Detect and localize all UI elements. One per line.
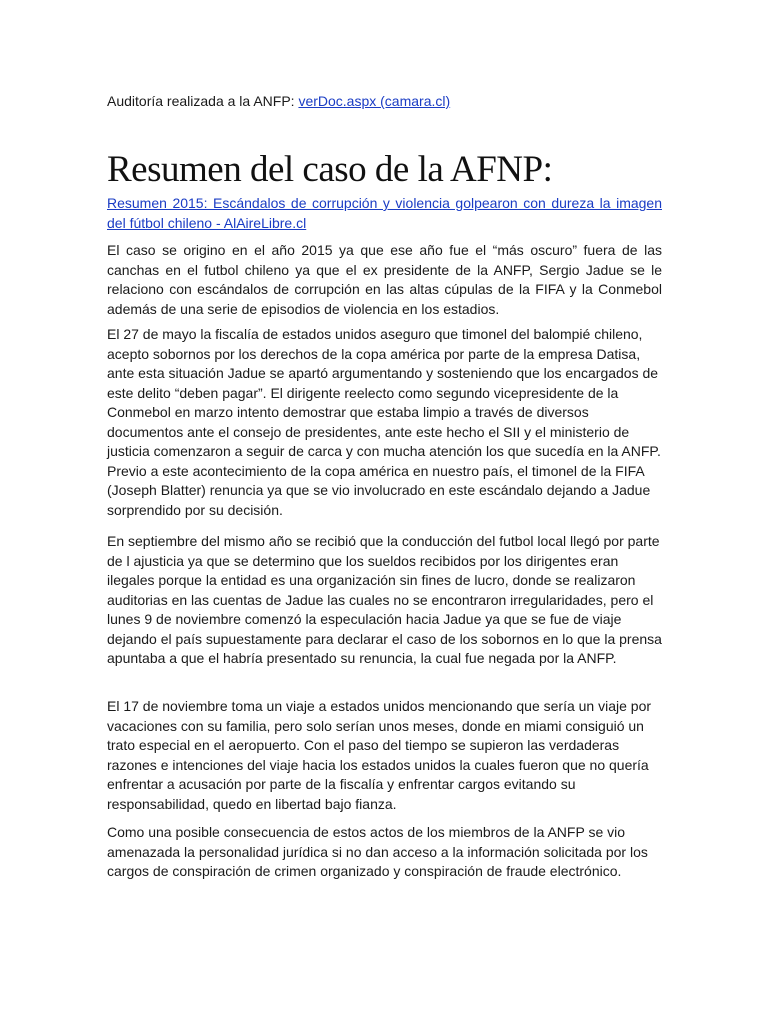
audit-line (107, 92, 450, 110)
paragraph-1: El caso se origino en el año 2015 ya que ese año fue el “más oscuro” fuera de las canchas en el futbol chileno ya que el ex presidente de la ANFP, Sergio Jadue se le relaciono con escándalos de corrupción en las altas cúpulas de la FIFA y la Conmebol además de una serie de episodios de violencia en los estadios. (107, 242, 662, 317)
page-title: Resumen del caso de la AFNP: (107, 149, 553, 190)
summary-link-block (107, 193, 662, 233)
audit-prefix: Auditoría realizada a la ANFP: (107, 93, 299, 109)
audit-link[interactable]: verDoc.aspx (camara.cl) (298, 93, 451, 109)
paragraph-4: El 17 de noviembre toma un viaje a estados unidos mencionando que sería un viaje por vacaciones con su familia, pero solo serían unos meses, donde en miami consiguió un trato especial en el aeropuerto. Con el paso del tiempo se supieron las verdaderas razones e intenciones del viaje hacia los estados unidos la cuales fueron que no quería enfrentar a acusación por parte de la fiscalía y enfrentar cargos evitando su responsabilidad, quedo en libertad bajo fianza. (107, 698, 652, 812)
paragraph-3: En septiembre del mismo año se recibió que la conducción del futbol local llegó por parte de l ajusticia ya que se determino que los sueldos recibidos por los dirigentes eran ilegales porque la entidad es una organización sin fines de lucro, donde se realizaron auditorias en las cuentas de Jadue las cuales no se encontraron irregularidades, pero el lunes 9 de noviembre comenzó la especulación hacia Jadue ya que se fue de viaje dejando el país supuestamente para declarar el caso de los sobornos en lo que la prensa apuntaba a que el habría presentado su renuncia, la cual fue negada por la ANFP. (107, 533, 662, 666)
paragraph-2: El 27 de mayo la fiscalía de estados unidos aseguro que timonel del balompié chileno, acepto sobornos por los derechos de la copa américa por parte de la empresa Datisa, ante esta situación Jadue se apartó argumentando y sosteniendo que los encargados de este delito “deben pagar”. El dirigente reelecto como segundo vicepresidente de la Conmebol en marzo intento demostrar que estaba limpio a través de diversos documentos ante el consejo de presidentes, ante este hecho el SII y el ministerio de justicia comenzaron a seguir de carca y con mucha atención los que sucedía en la ANFP. Previo a este acontecimiento de la copa américa en nuestro país, el timonel de la FIFA (Joseph Blatter) renuncia ya que se vio involucrado en este escándalo dejando a Jadue sorprendido por su decisión. (107, 326, 661, 518)
summary-link[interactable]: Resumen 2015: Escándalos de corrupción y violencia golpearon con dureza la imagen del fútbol chileno - AlAireLibre.cl (107, 195, 662, 231)
paragraph-5: Como una posible consecuencia de estos actos de los miembros de la ANFP se vio amenazada la personalidad jurídica si no dan acceso a la información solicitada por los cargos de conspiración de crimen organizado y conspiración de fraude electrónico. (107, 824, 648, 879)
